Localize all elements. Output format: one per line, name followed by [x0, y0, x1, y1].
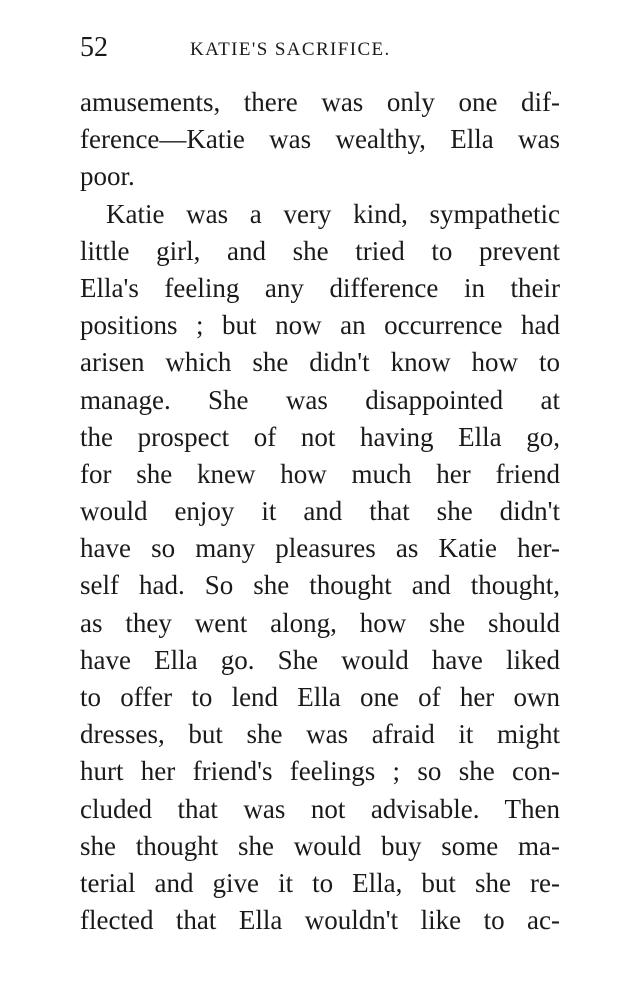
text-line: terial and give it to Ella, but she re- [80, 867, 560, 898]
text-line: have Ella go. She would have liked [80, 644, 560, 675]
text-line: would enjoy it and that she didn't [80, 496, 560, 527]
text-line: she thought she would buy some ma- [80, 830, 560, 861]
page-number: 52 [80, 32, 108, 63]
text-line: the prospect of not having Ella go, [80, 421, 560, 452]
text-line: cluded that was not advisable. Then [80, 793, 560, 824]
text-line: hurt her friend's feelings ; so she con- [80, 756, 560, 787]
text-line: have so many pleasures as Katie her- [80, 533, 560, 564]
text-line: as they went along, how she should [80, 607, 560, 638]
text-line: flected that Ella wouldn't like to ac- [80, 905, 560, 936]
text-line: Katie was a very kind, sympathetic [106, 198, 560, 229]
running-title: KATIE'S SACRIFICE. [190, 39, 391, 60]
text-line: Ella's feeling any difference in their [80, 272, 560, 303]
text-line: dresses, but she was afraid it might [80, 719, 560, 750]
text-line: ference—Katie was wealthy, Ella was [80, 124, 560, 155]
body-text [80, 84, 560, 939]
text-line: positions ; but now an occurrence had [80, 310, 560, 341]
text-line: arisen which she didn't know how to [80, 347, 560, 378]
text-line: little girl, and she tried to prevent [80, 235, 560, 266]
text-line: amusements, there was only one dif- [80, 87, 560, 117]
text-line: to offer to lend Ella one of her own [80, 682, 560, 712]
text-line: manage. She was disappointed at [80, 384, 560, 415]
text-line: poor. [80, 161, 135, 192]
running-head [80, 30, 560, 66]
text-line: self had. So she thought and thought, [80, 570, 560, 601]
text-line: for she knew how much her friend [80, 458, 560, 489]
